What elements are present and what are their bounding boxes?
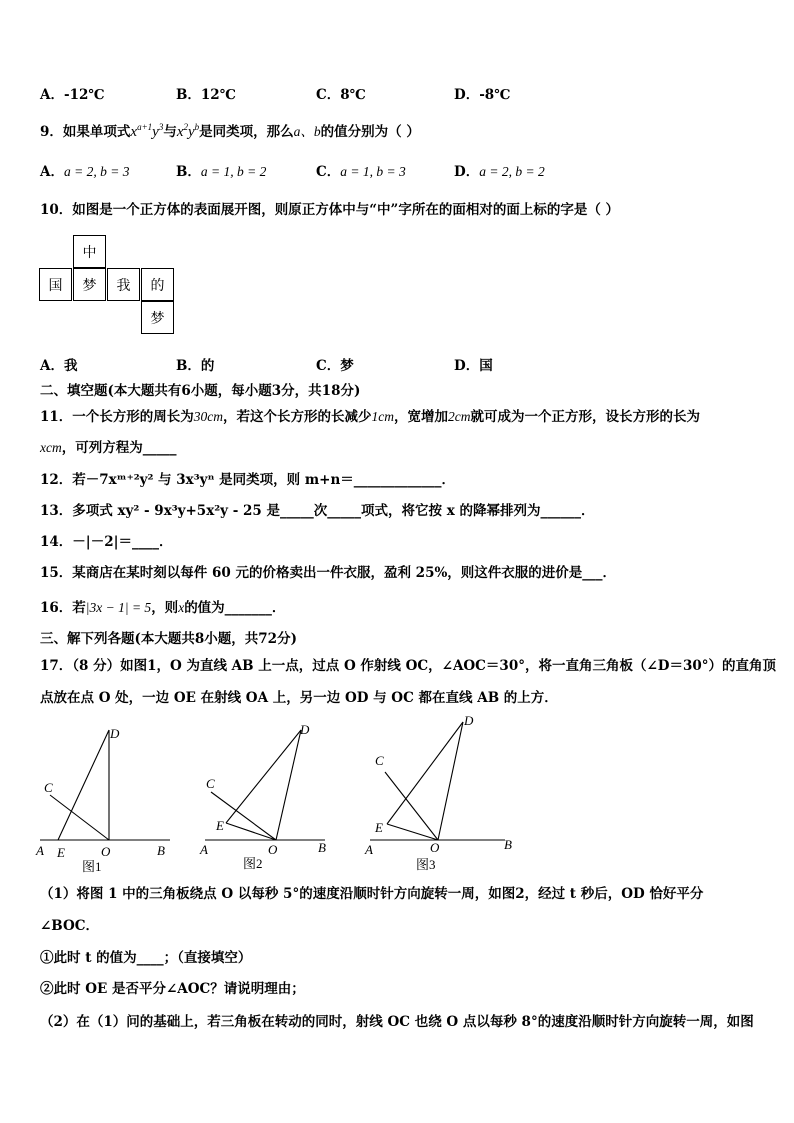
q9-option-b: B．a = 1, b = 2	[176, 164, 267, 180]
fig2-label-b: B	[318, 840, 326, 855]
figures-1-3	[30, 712, 570, 877]
net-cell-4: 的	[141, 268, 174, 301]
question-17-part-2: （2）在（1）问的基础上，若三角板在转动的同时，射线 OC 也绕 O 点以每秒 8°的速度沿顺时针方向旋转一周，如图	[40, 1014, 754, 1030]
fig3-label-e: E	[375, 820, 383, 835]
q9-monomial-2: $x^2y^b$	[176, 122, 200, 140]
fig2-label-a: A	[200, 842, 208, 857]
question-15: 15．某商店在某时刻以每件 60 元的价格卖出一件衣服，盈利 25%，则这件衣服的进价是___．	[40, 565, 617, 581]
fig3-label-o: O	[430, 840, 440, 855]
fig2-label-o: O	[268, 842, 278, 857]
q10-option-c: C．梦	[316, 358, 354, 374]
fig3-line-ed	[387, 722, 463, 824]
q8-option-b: B．12℃	[176, 87, 236, 103]
fig2-line-ed	[226, 730, 301, 823]
net-cell-2: 梦	[73, 268, 106, 301]
fig3-line-od	[438, 722, 463, 840]
section-3-heading: 三、解下列各题(本大题共8小题，共72分)	[40, 631, 297, 647]
fig2-label-d: D	[300, 722, 310, 737]
question-17-line-1: 17．（8 分）如图1，O 为直线 AB 上一点，过点 O 作射线 OC，∠AOC＝30°，将一直角三角板（∠D＝30°）的直角顶	[40, 658, 777, 674]
fig1-line-oc	[50, 795, 109, 840]
fig2-label-e: E	[216, 818, 224, 833]
fig3-label-d: D	[464, 713, 474, 728]
q9-monomial-1: $x^{a+1}y^3$	[130, 122, 164, 140]
fig1-label-d: D	[110, 726, 120, 741]
question-16: 16．若|3x − 1| = 5，则x的值为_______．	[40, 600, 286, 616]
fig3-line-oe	[387, 824, 438, 840]
net-cell-3: 我	[107, 268, 140, 301]
q9-option-c: C．a = 1, b = 3	[316, 164, 406, 180]
q8-option-d: D．-8℃	[454, 87, 511, 103]
q8-option-a: A．-12℃	[40, 87, 105, 103]
fig3-label-b: B	[504, 837, 512, 852]
question-14: 14．－|－2|＝____．	[40, 534, 173, 550]
fig1-line-ed	[58, 730, 109, 840]
question-17-sub-2: ②此时 OE 是否平分∠AOC？请说明理由；	[40, 981, 305, 997]
q9-option-a: A．a = 2, b = 3	[40, 164, 130, 180]
fig3-line-oc	[385, 772, 438, 840]
fig1-label-c: C	[44, 780, 53, 795]
fig1-label-b: B	[157, 843, 165, 858]
question-10: 10．如图是一个正方体的表面展开图，则原正方体中与“中”字所在的面相对的面上标的字是（ ）	[40, 202, 620, 218]
net-cell-1: 国	[39, 268, 72, 301]
net-cell-bottom: 梦	[141, 301, 174, 334]
question-17-sub-1: ①此时 t 的值为____；（直接填空）	[40, 950, 252, 966]
fig3-label-c: C	[375, 753, 384, 768]
question-17-part-1-line-1: （1）将图 1 中的三角板绕点 O 以每秒 5°的速度沿顺时针方向旋转一周，如图2，经过 t 秒后，OD 恰好平分	[40, 886, 704, 902]
section-2-heading: 二、填空题(本大题共有6小题，每小题3分，共18分)	[40, 383, 361, 399]
q9-option-d: D．a = 2, b = 2	[454, 164, 545, 180]
fig2-caption: 图2	[243, 856, 263, 871]
question-17-part-1-line-2: ∠BOC．	[40, 918, 99, 934]
q10-option-a: A．我	[40, 358, 78, 374]
fig1-caption: 图1	[82, 859, 102, 874]
question-13: 13．多项式 xy² - 9x³y+5x²y - 25 是_____次_____项式，将它按 x 的降幂排列为______．	[40, 503, 595, 519]
fig1-label-o: O	[101, 844, 111, 859]
net-cell-top: 中	[73, 235, 106, 268]
q10-option-d: D．国	[454, 358, 493, 374]
fig3-caption: 图3	[416, 857, 436, 872]
q10-option-b: B．的	[176, 358, 215, 374]
fig2-line-oe	[226, 823, 276, 840]
question-11-line-1: 11．一个长方形的周长为30cm，若这个长方形的长减少1cm，宽增加2cm就可成为一个正方形，设长方形的长为	[40, 409, 701, 425]
fig2-line-od	[276, 730, 301, 840]
fig1-label-a: A	[36, 843, 44, 858]
question-9: 9．如果单项式$x^{a+1}y^3$与$x^2y^b$是同类项，那么a、b的值分别为（ ）	[40, 122, 420, 140]
q8-option-c: C．8℃	[316, 87, 366, 103]
question-17-line-2: 点放在点 O 处，一边 OE 在射线 OA 上，另一边 OD 与 OC 都在直线 AB 的上方．	[40, 690, 558, 706]
question-11-line-2: xcm，可列方程为_____	[40, 440, 177, 456]
fig2-label-c: C	[206, 776, 215, 791]
question-12: 12．若－7xᵐ⁺²y² 与 3x³yⁿ 是同类项，则 m+n＝_____________．	[40, 472, 456, 488]
fig1-label-e: E	[57, 845, 65, 860]
fig3-label-a: A	[365, 842, 373, 857]
